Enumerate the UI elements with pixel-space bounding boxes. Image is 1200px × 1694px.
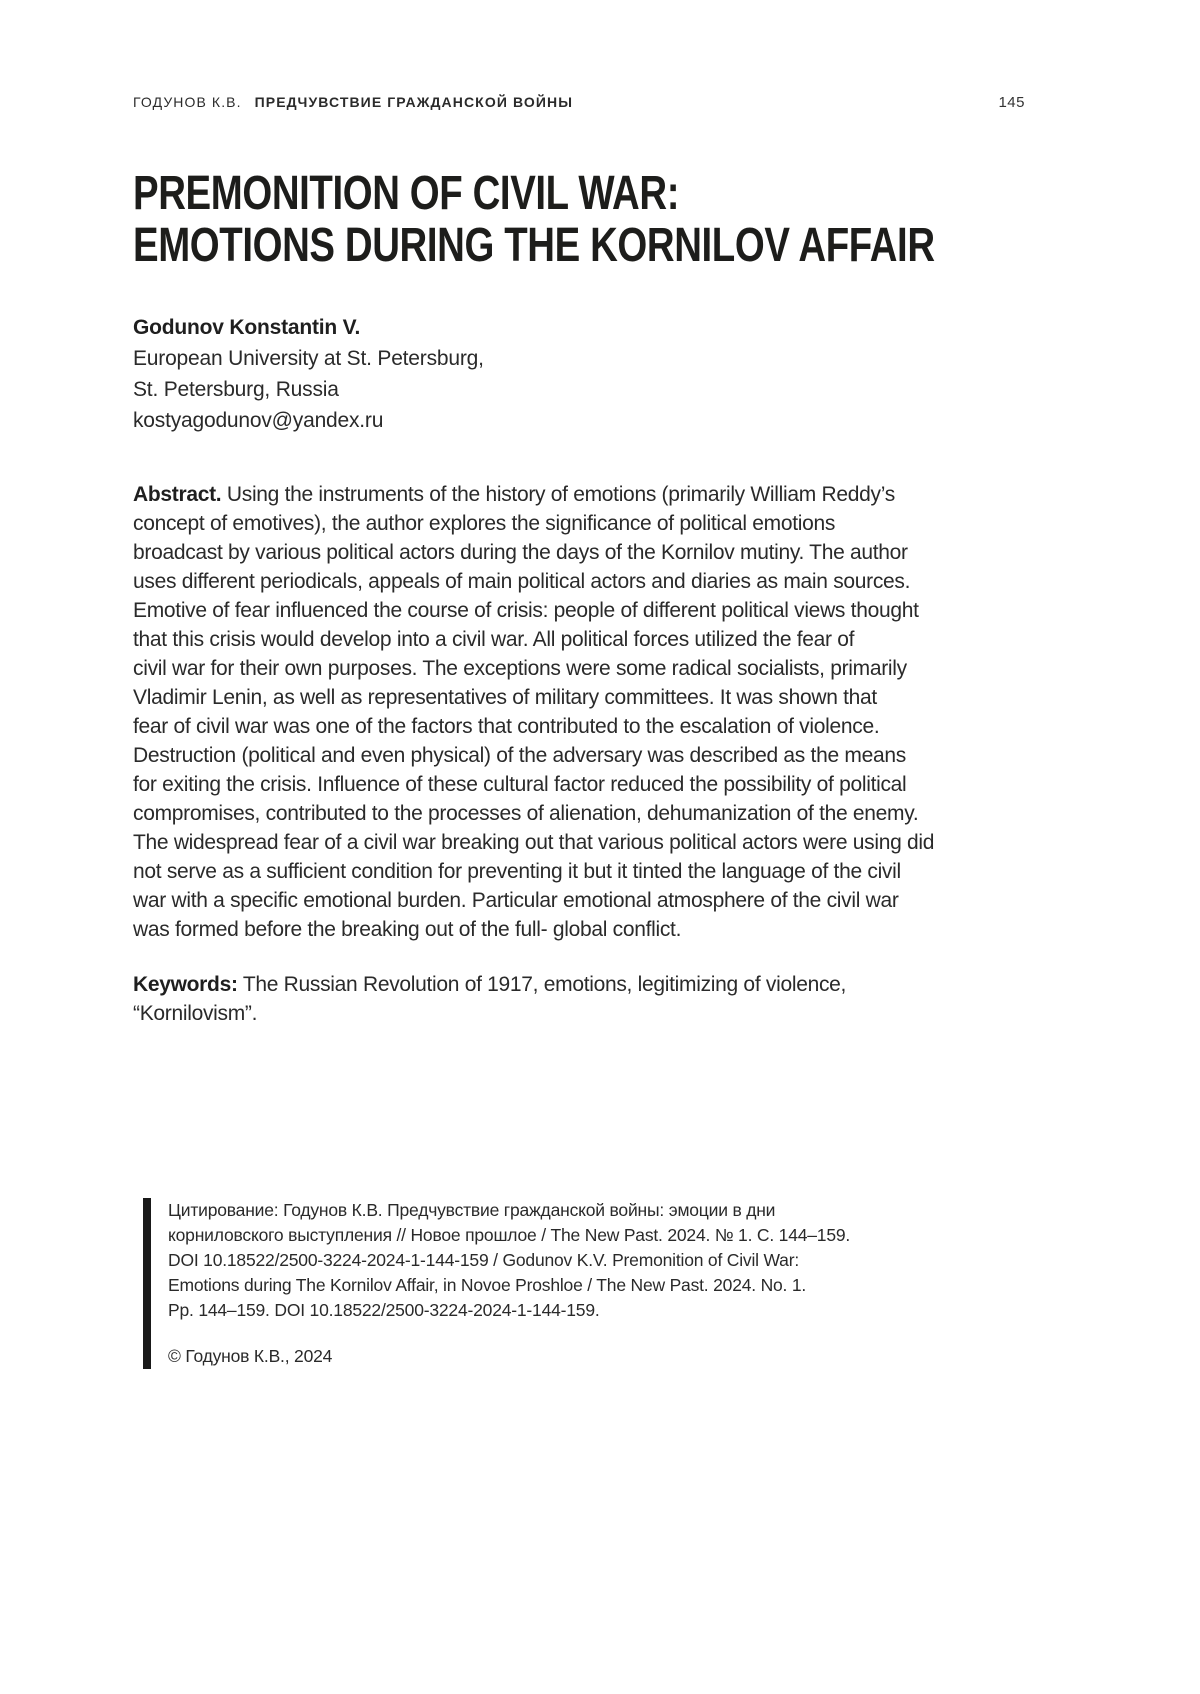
author-affiliation: European University at St. Petersburg, St. Petersburg, Russia [133, 347, 484, 401]
keywords [133, 970, 1123, 1028]
article-title: PREMONITION OF CIVIL WAR: EMOTIONS DURING THE KORNILOV AFFAIR [133, 167, 935, 272]
keywords-text: The Russian Revolution of 1917, emotions, legitimizing of violence, “Kornilovism”. [133, 973, 847, 1025]
running-header [133, 93, 1025, 112]
author-name: Godunov Konstantin V. [133, 316, 361, 339]
abstract-text: Using the instruments of the history of emotions (primarily William Reddy’s concept of emotives), the author explores the significance of political emotions broadcast by various political actors during the days of the Kornilov mutiny. The author uses different periodicals, appeals of main political actors and diaries as main sources. Emotive of fear influenced the course of crisis: people of different political views thought that this crisis would develop into a civil war. All political forces utilized the fear of civil war for their own purposes. The exceptions were some radical socialists, primarily Vladimir Lenin, as well as representatives of military committees. It was shown that fear of civil war was one of the factors that contributed to the escalation of violence. Destruction (political and even physical) of the adversary was described as the means for exiting the crisis. Influence of these cultural factor reduced the possibility of political compromises, contributed to the processes of alienation, dehumanization of the enemy. The widespread fear of a civil war breaking out that various political actors were using did not serve as a sufficient condition for preventing it but it tinted the language of the civil war with a specific emotional burden. Particular emotional atmosphere of the civil war was formed before the breaking out of the full- global conflict. [133, 483, 935, 941]
citation-text: Цитирование: Годунов К.В. Предчувствие гражданской войны: эмоции в дни корниловского выступления // Новое прошлое / The New Past. 2024. № 1. С. 144–159. DOI 10.18522/2500-3224-2024-1-144-159 / Godunov K.V. Premonition of Civil War: Emotions during The Kornilov Affair, in Novoe Proshloe / The New Past. 2024. No. 1. Pp. 144–159. DOI 10.18522/2500-3224-2024-1-144-159. [168, 1200, 851, 1320]
running-header-title: ПРЕДЧУВСТВИЕ ГРАЖДАНСКОЙ ВОЙНЫ [254, 94, 574, 110]
abstract-label: Abstract. [133, 483, 222, 506]
abstract [133, 480, 1123, 944]
copyright-notice: © Годунов К.В., 2024 [168, 1346, 333, 1366]
author-block [133, 312, 1200, 436]
author-email: kostyagodunov@yandex.ru [133, 409, 384, 432]
citation-block [143, 1198, 1068, 1369]
running-header-author: ГОДУНОВ К.В. [133, 94, 242, 110]
page-number: 145 [998, 94, 1025, 111]
keywords-label: Keywords: [133, 973, 238, 996]
